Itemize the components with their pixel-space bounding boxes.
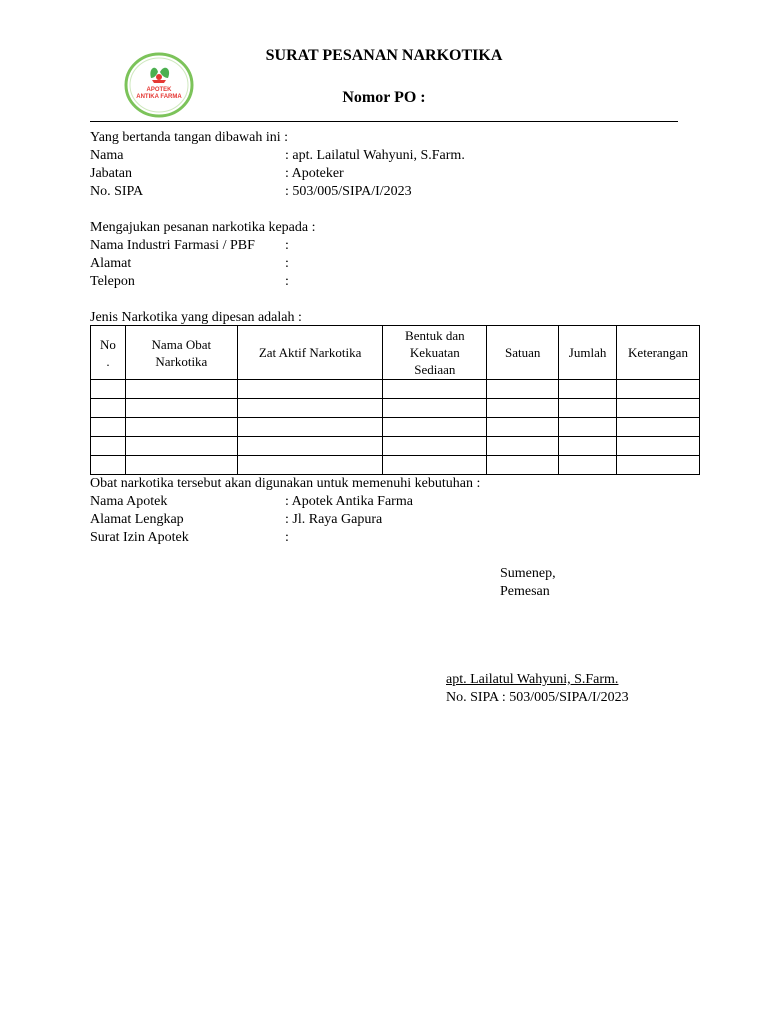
supplier-name-value: :: [285, 238, 289, 253]
col-header-quantity: Jumlah: [559, 326, 617, 380]
supplier-intro: Mengajukan pesanan narkotika kepada :: [90, 220, 316, 235]
order-table: [90, 325, 700, 475]
signer-name-value: : apt. Lailatul Wahyuni, S.Farm.: [285, 148, 465, 163]
order-table-header: [91, 326, 700, 380]
signer-intro: Yang bertanda tangan dibawah ini :: [90, 130, 289, 145]
supplier-address-value: :: [285, 256, 289, 271]
col-header-dosage-form: Bentuk dan Kekuatan Sediaan: [383, 326, 487, 380]
signer-position-value: : Apoteker: [285, 166, 344, 181]
col-header-no: No .: [91, 326, 126, 380]
supplier-address-label: Alamat: [90, 256, 132, 271]
pharmacy-license-label: Surat Izin Apotek: [90, 530, 189, 545]
table-row: [91, 437, 700, 456]
pharmacy-name-value: : Apotek Antika Farma: [285, 494, 413, 509]
supplier-name-label: Nama Industri Farmasi / PBF: [90, 238, 255, 253]
logo-line-2: ANTIKA FARMA: [136, 94, 182, 100]
supplier-phone-value: :: [285, 274, 289, 289]
logo-ring-icon: [124, 52, 194, 118]
col-header-unit: Satuan: [487, 326, 559, 380]
order-intro: Jenis Narkotika yang dipesan adalah :: [90, 310, 302, 325]
signature-role: Pemesan: [500, 584, 550, 599]
signer-position-label: Jabatan: [90, 166, 132, 181]
logo-line-1: APOTEK: [146, 87, 172, 93]
header-divider: [90, 121, 678, 122]
signature-place: Sumenep,: [500, 566, 556, 581]
col-header-drug-name: Nama Obat Narkotika: [125, 326, 237, 380]
signer-sipa-label: No. SIPA: [90, 184, 144, 199]
pharmacy-name-label: Nama Apotek: [90, 494, 168, 509]
pharmacy-logo: [124, 52, 194, 118]
document-title: SURAT PESANAN NARKOTIKA: [265, 47, 503, 64]
signature-name: apt. Lailatul Wahyuni, S.Farm.: [446, 672, 619, 687]
table-row: [91, 399, 700, 418]
table-row: [91, 456, 700, 475]
col-header-active-substance: Zat Aktif Narkotika: [237, 326, 383, 380]
signer-name-label: Nama: [90, 148, 124, 163]
table-row: [91, 380, 700, 399]
pharmacy-address-label: Alamat Lengkap: [90, 512, 184, 527]
pharmacy-address-value: : Jl. Raya Gapura: [285, 512, 383, 527]
signature-sipa: No. SIPA : 503/005/SIPA/I/2023: [446, 690, 629, 705]
table-row: [91, 418, 700, 437]
signer-sipa-value: : 503/005/SIPA/I/2023: [285, 184, 412, 199]
col-header-remarks: Keterangan: [617, 326, 700, 380]
purpose-intro: Obat narkotika tersebut akan digunakan untuk memenuhi kebutuhan :: [90, 476, 481, 491]
supplier-phone-label: Telepon: [90, 274, 135, 289]
pharmacy-license-value: :: [285, 530, 289, 545]
po-number-label: Nomor PO :: [342, 89, 426, 106]
